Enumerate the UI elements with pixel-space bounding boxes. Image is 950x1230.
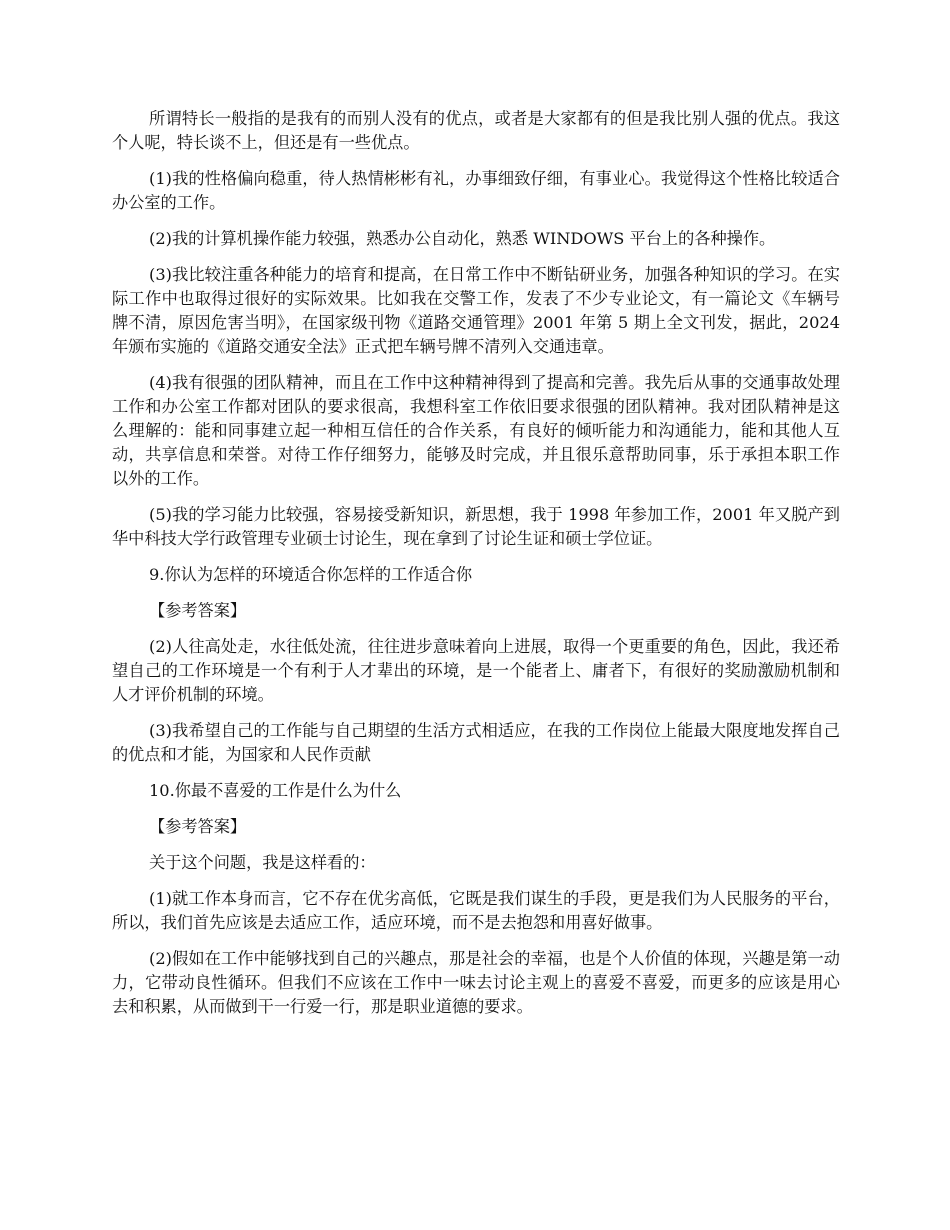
question-9-heading: 9.你认为怎样的环境适合你怎样的工作适合你: [149, 565, 473, 584]
paragraph-strength-4: (4)我有很强的团队精神，而且在工作中这种精神得到了提高和完善。我先后从事的交通事故处理工作和办公室工作都对团队的要求很高，我想科室工作依旧要求很强的团队精神。我对团队精神是这么理解的：能和同事建立起一种相互信任的合作关系，有良好的倾听能力和沟通能力，能和其他人互动，共享信息和荣誉。对待工作仔细努力，能够及时完成，并且很乐意帮助同事，乐于承担本职工作以外的工作。: [112, 373, 840, 488]
answer-label-9: 【参考答案】: [149, 601, 247, 620]
document-body: [112, 107, 840, 1031]
paragraph-strength-2: (2)我的计算机操作能力较强，熟悉办公自动化，熟悉 WINDOWS 平台上的各种操作。: [149, 229, 776, 248]
answer-10-point-1: (1)就工作本身而言，它不存在优劣高低，它既是我们谋生的手段，更是我们为人民服务的平台，所以，我们首先应该是去适应工作，适应环境，而不是去抱怨和用喜好做事。: [112, 889, 840, 932]
question-10-heading: 10.你最不喜爱的工作是什么为什么: [149, 781, 402, 800]
paragraph-strength-5: (5)我的学习能力比较强，容易接受新知识，新思想，我于 1998 年参加工作，2001 年又脱产到华中科技大学行政管理专业硕士讨论生，现在拿到了讨论生证和硕士学位证。: [112, 505, 840, 548]
answer-10-point-2: (2)假如在工作中能够找到自己的兴趣点，那是社会的幸福，也是个人价值的体现，兴趣是第一动力，它带动良性循环。但我们不应该在工作中一味去讨论主观上的喜爱不喜爱，而更多的应该是用心去和积累，从而做到干一行爱一行，那是职业道德的要求。: [112, 949, 840, 1016]
paragraph-strength-1: (1)我的性格偏向稳重，待人热情彬彬有礼，办事细致仔细，有事业心。我觉得这个性格比较适合办公室的工作。: [112, 169, 840, 212]
paragraph-strength-3: (3)我比较注重各种能力的培育和提高，在日常工作中不断钻研业务，加强各种知识的学习。在实际工作中也取得过很好的实际效果。比如我在交警工作，发表了不少专业论文，有一篇论文《车辆号牌不清，原因危害当明》，在国家级刊物《道路交通管理》2001 年第 5 期上全文刊发，据此，2024 年颁布实施的《道路交通安全法》正式把车辆号牌不清列入交通违章。: [112, 265, 840, 356]
answer-10-intro: 关于这个问题，我是这样看的：: [149, 853, 376, 872]
answer-9-point-3: (3)我希望自己的工作能与自己期望的生活方式相适应，在我的工作岗位上能最大限度地发挥自己的优点和才能，为国家和人民作贡献: [112, 721, 840, 764]
answer-label-10: 【参考答案】: [149, 817, 247, 836]
answer-9-point-2: (2)人往高处走，水往低处流，往往进步意味着向上进展，取得一个更重要的角色，因此，我还希望自己的工作环境是一个有利于人才辈出的环境，是一个能者上、庸者下，有很好的奖励激励机制和人才评价机制的环境。: [112, 637, 840, 704]
paragraph-intro: 所谓特长一般指的是我有的而别人没有的优点，或者是大家都有的但是我比别人强的优点。我这个人呢，特长谈不上，但还是有一些优点。: [112, 109, 840, 152]
